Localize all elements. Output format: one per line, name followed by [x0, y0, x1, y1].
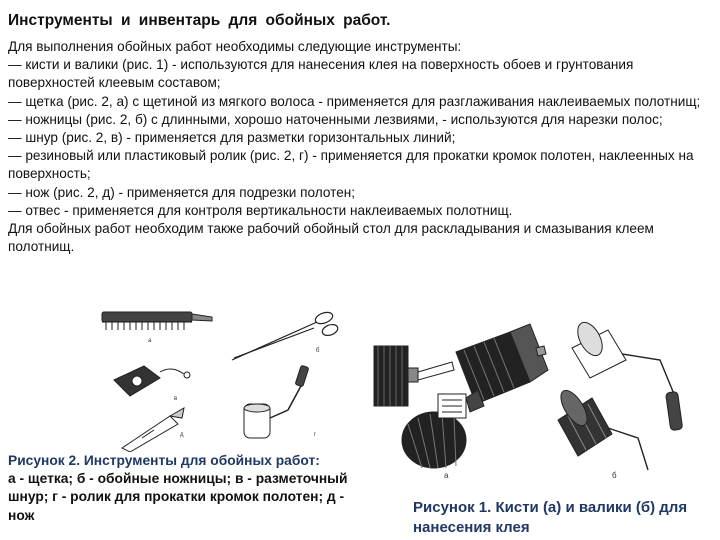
figure-2-label-b: б [316, 348, 320, 354]
figure-2-label-v: в [174, 396, 178, 402]
brush-illustration [102, 312, 212, 330]
figure-1-label-b: б [612, 471, 617, 480]
paragraph: — резиновый или пластиковый ролик (рис. 2, г) - применяется для прокатки кромок полотен, наклеенных на поверхность; [8, 148, 694, 182]
utility-knife-illustration [122, 408, 184, 452]
figure-1-caption: Рисунок 1. Кисти (а) и валики (б) для нанесения клея [413, 499, 688, 536]
paragraph: — отвес - применяется для контроля вертикальности наклеиваемых полотнищ. [8, 202, 513, 218]
round-brush-illustration [402, 390, 484, 468]
figure-2-label-g: г [314, 432, 317, 438]
paragraph: Для обойных работ необходим также рабочий обойный стол для раскладывания и смазывания клеем полотнищ. [8, 221, 654, 255]
figure-1-illustration [360, 320, 715, 480]
foam-roller-illustration [556, 386, 648, 470]
body-text [8, 38, 712, 256]
figure-2-caption-body: а - щетка; б - обойные ножницы; в - разметочный шнур; г - ролик для прокатки кромок полотен; д - нож [8, 471, 348, 523]
paragraph: — кисти и валики (рис. 1) - используются для нанесения клея на поверхность обоев и грунтования поверхностей клеевым составом; [8, 57, 634, 91]
paragraph: — ножницы (рис. 2, б) с длинными, хорошо наточенными лезвиями, - используются для нарезки полос; [8, 111, 663, 127]
figure-2-label-a: а [148, 338, 152, 344]
figure-2-caption [8, 452, 368, 525]
chalk-line-illustration [114, 366, 190, 396]
paragraph: — шнур (рис. 2, в) - применяется для разметки горизонтальных линий; [8, 130, 456, 146]
wide-brush-illustration [456, 324, 548, 404]
figure-2-illustration [92, 300, 354, 452]
scissors-illustration [232, 310, 339, 360]
paragraph: — щетка (рис. 2, а) с щетиной из мягкого волоса - применяется для разглаживания наклеиваемых полотнищ; [8, 93, 701, 109]
paragraph: Для выполнения обойных работ необходимы следующие инструменты: [8, 39, 462, 54]
figure-1-label-a: а [444, 471, 449, 480]
page-title: Инструменты и инвентарь для обойных работ. [8, 12, 391, 29]
seam-roller-illustration [244, 365, 309, 438]
figure-2-label-d: д [180, 432, 184, 438]
figure-2-caption-title: Рисунок 2. Инструменты для обойных работ: [8, 453, 320, 468]
paragraph: — нож (рис. 2, д) - применяется для подрезки полотен; [8, 184, 356, 200]
